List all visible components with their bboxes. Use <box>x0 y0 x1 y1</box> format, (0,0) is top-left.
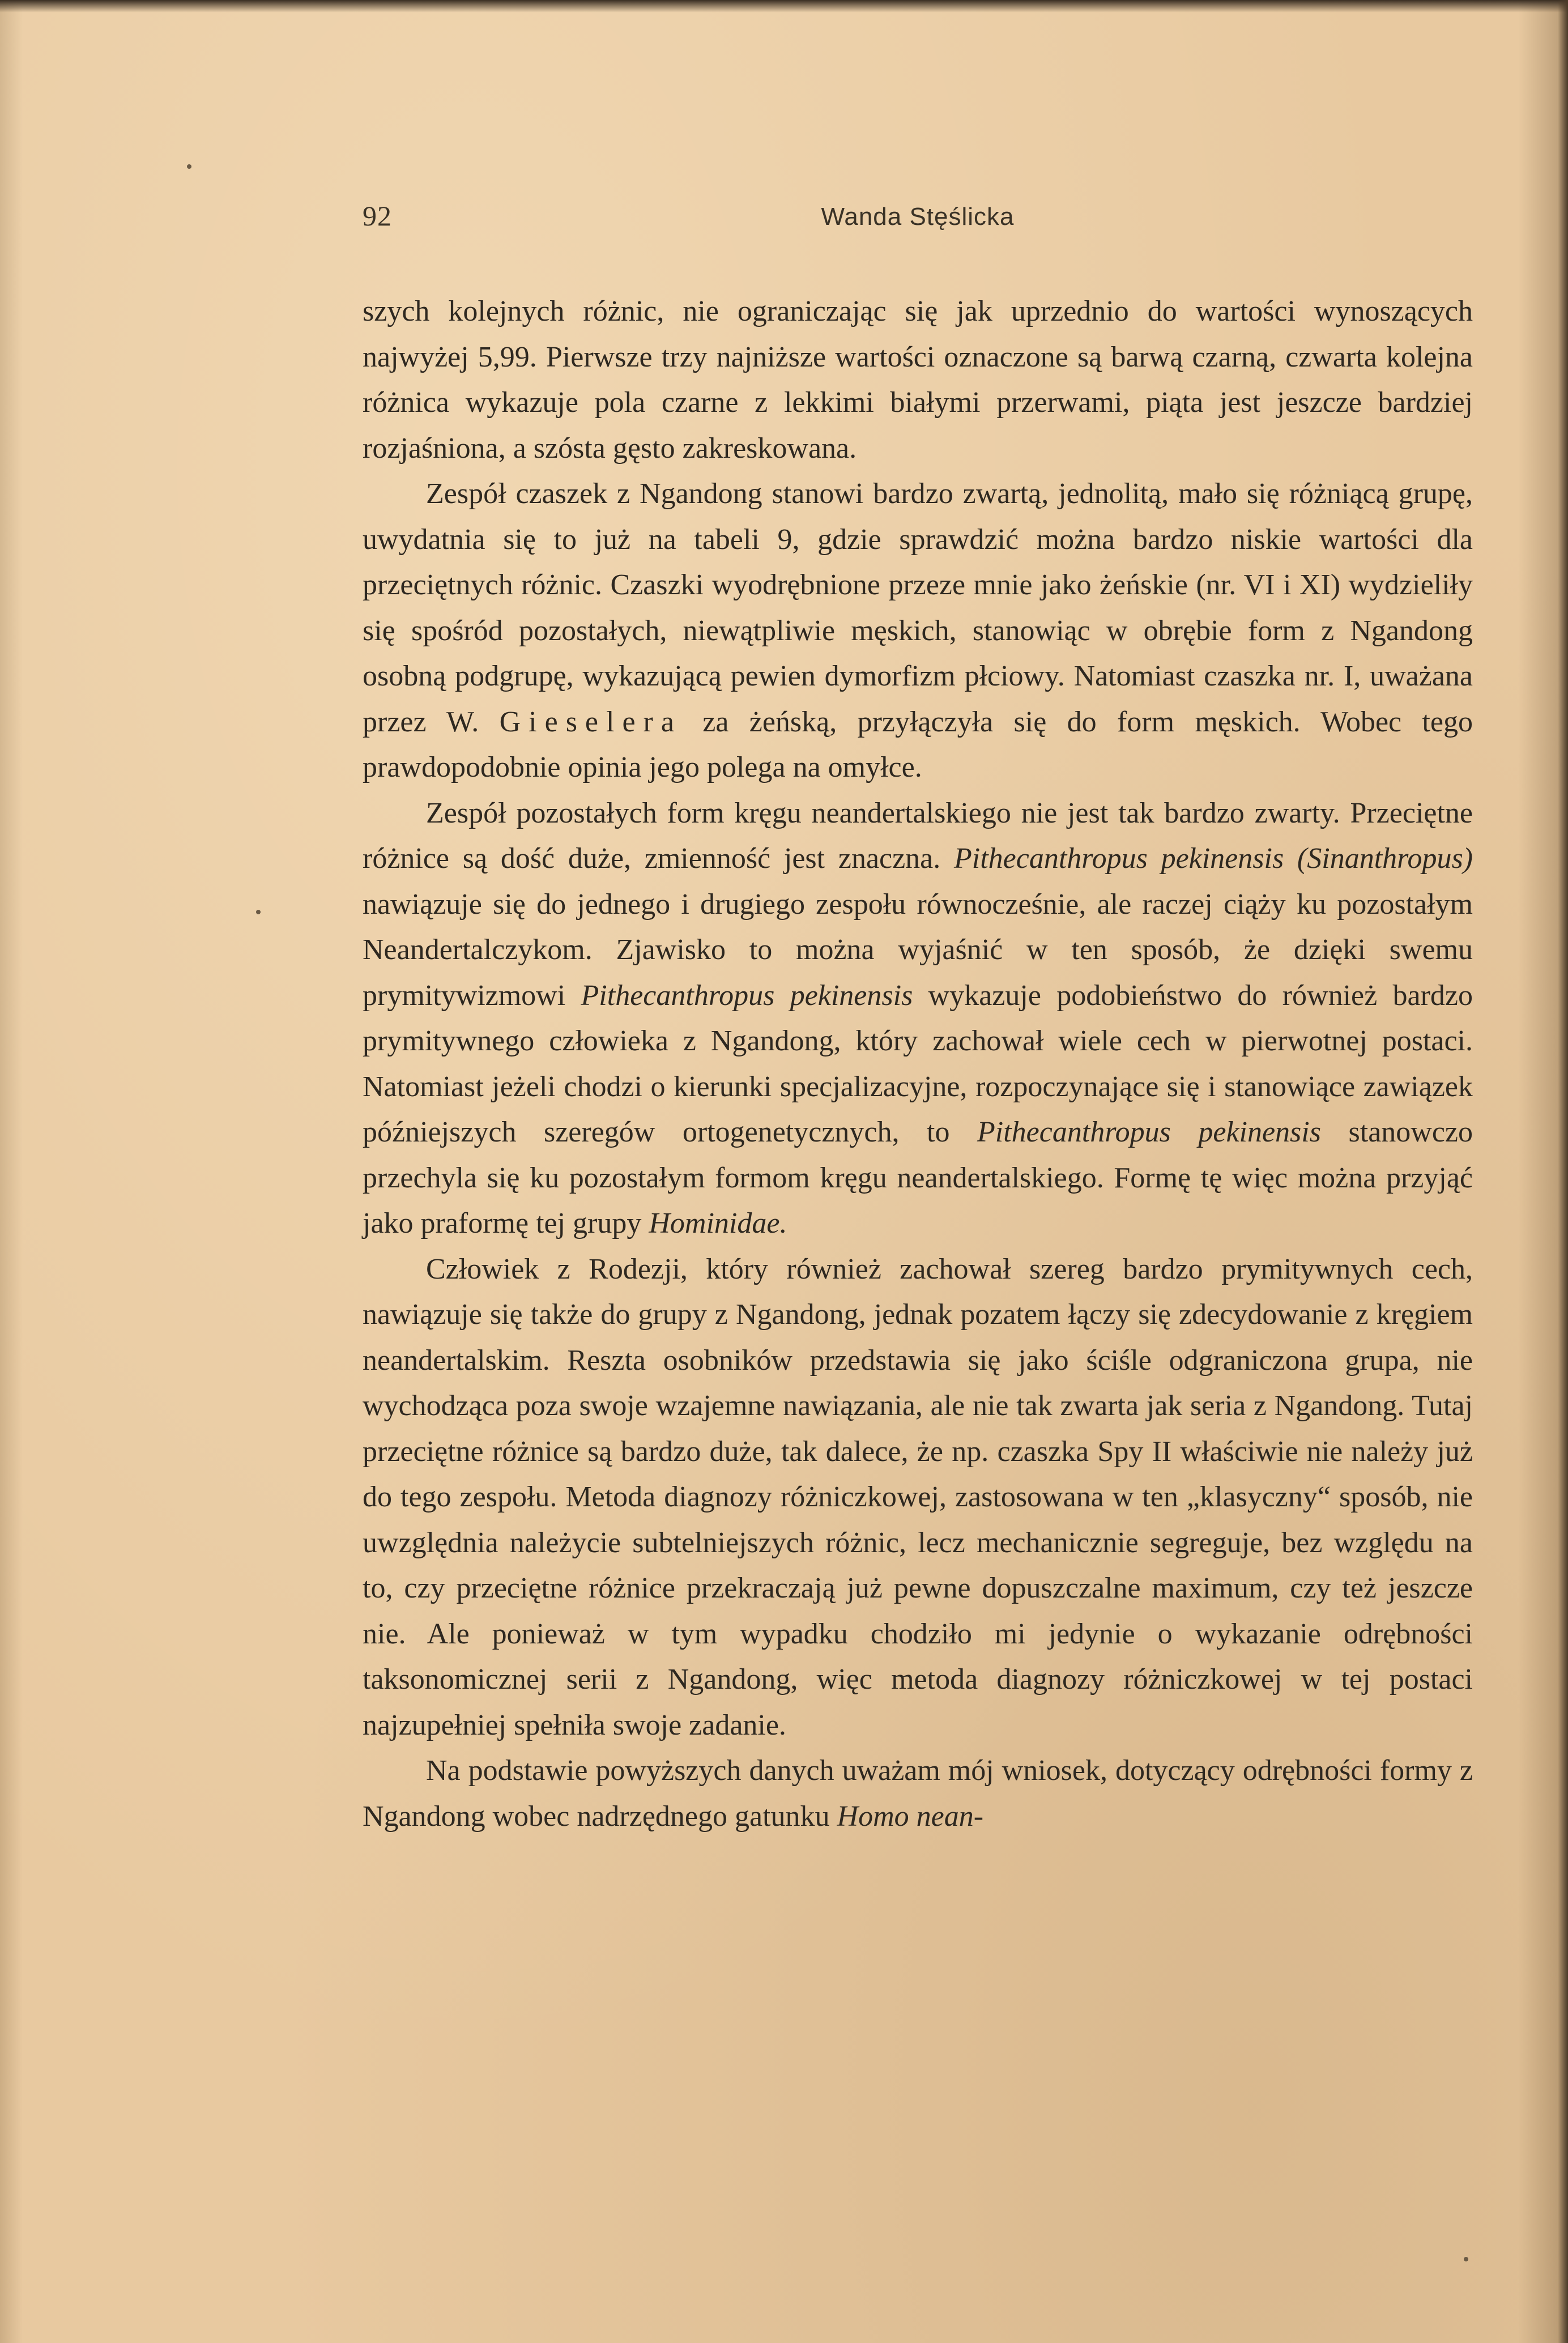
text-run: nawiązuje się do jednego i drugiego zespołu równocześnie, ale raczej ciąży ku pozostałym Neandertalczykom. Zjawisko to można wyjaśnić w ten sposób, że dzięki swemu prymitywizmowi <box>363 888 1473 1012</box>
species-name-italic: Pithecanthropus pekinensis (Sinanthropus) <box>954 842 1473 875</box>
paper-speck <box>1464 2257 1468 2261</box>
page-header <box>363 199 1473 245</box>
paper-speck <box>187 164 191 169</box>
paragraph-4 <box>363 1247 1473 1749</box>
species-name-italic: Homo nean- <box>837 1800 984 1833</box>
running-head: Wanda Stęślicka <box>821 203 1015 231</box>
family-name-italic: Hominidae. <box>649 1207 787 1239</box>
body-text <box>363 289 1473 1839</box>
species-name-italic: Pithecanthropus pekinensis <box>581 979 913 1012</box>
author-name-spaced: Gieselera <box>499 705 682 738</box>
text-run: stanowczo przechyla się ku pozostałym formom kręgu neandertalskiego. Formę tę więc można przyjąć jako praformę tej grupy <box>363 1116 1473 1239</box>
paragraph-2 <box>363 471 1473 791</box>
text-run: Na podstawie powyższych danych uważam mój wniosek, dotyczący odrębności formy z Ngandong wobec nadrzędnego gatunku <box>363 1754 1473 1833</box>
paragraph-1 <box>363 289 1473 471</box>
text-run: Człowiek z Rodezji, który również zachował szereg bardzo prymitywnych cech, nawiązuje się także do grupy z Ngandong, jednak pozatem łączy się zdecydowanie z kręgiem neandertalskim. Reszta osobników przedstawia się jako ściśle odgraniczona grupa, nie wychodząca poza swoje wzajemne nawiązania, ale nie tak zwarta jak seria z Ngandong. Tutaj przeciętne różnice są bardzo duże, tak dalece, że np. czaszka Spy II właściwie nie należy już do tego zespołu. Metoda diagnozy różniczkowej, zastosowana w ten „klasyczny“ sposób, nie uwzględnia należycie subtelniejszych różnic, lecz mechanicznie segreguje, bez względu na to, czy przeciętne różnice przekraczają już pewne dopuszczalne maximum, czy też jeszcze nie. Ale ponieważ w tym wypadku chodziło mi jedynie o wykazanie odrębności taksonomicznej serii z Ngandong, więc metoda diagnozy różniczkowej w tej postaci najzupełniej spełniła swoje zadanie. <box>363 1253 1473 1741</box>
text-run: szych kolejnych różnic, nie ograniczając się jak uprzednio do wartości wynoszących najwyżej 5,99. Pierwsze trzy najniższe wartości oznaczone są barwą czarną, czwarta kolejna różnica wykazuje pola czarne z lekkimi białymi przerwami, piąta jest jeszcze bardziej rozjaśniona, a szósta gęsto zakreskowana. <box>363 295 1473 465</box>
species-name-italic: Pithecanthropus pekinensis <box>977 1116 1321 1148</box>
text-run: Zespół pozostałych form kręgu neandertalskiego nie jest tak bardzo zwarty. Przeciętne różnice są dość duże, zmienność jest znaczna. <box>363 796 1473 875</box>
page-top-shadow <box>0 0 1568 12</box>
paragraph-3 <box>363 791 1473 1247</box>
page-right-shadow <box>1558 0 1568 2343</box>
text-run: za żeńską, przyłączyła się do form męskich. Wobec tego prawdopodobnie opinia jego polega na omyłce. <box>363 705 1473 783</box>
text-run: Zespół czaszek z Ngandong stanowi bardzo zwartą, jednolitą, mało się różniącą grupę, uwydatnia się to już na tabeli 9, gdzie sprawdzić można bardzo niskie wartości dla przeciętnych różnic. Czaszki wyodrębnione przeze mnie jako żeńskie (nr. VI i XI) wydzieliły się spośród pozostałych, niewątpliwie męskich, stanowiąc w obrębie form z Ngandong osobną podgrupę, wykazującą pewien dymorfizm płciowy. Natomiast czaszka nr. I, uważana przez W. <box>363 478 1473 738</box>
page-number: 92 <box>363 200 392 232</box>
paper-speck <box>256 910 261 914</box>
paragraph-5 <box>363 1748 1473 1839</box>
text-run: wykazuje podobieństwo do również bardzo prymitywnego człowieka z Ngandong, który zachował wiele cech w pierwotnej postaci. Natomiast jeżeli chodzi o kierunki specjalizacyjne, rozpoczynające się i stanowiące zawiązek późniejszych szeregów ortogenetycznych, to <box>363 979 1473 1148</box>
